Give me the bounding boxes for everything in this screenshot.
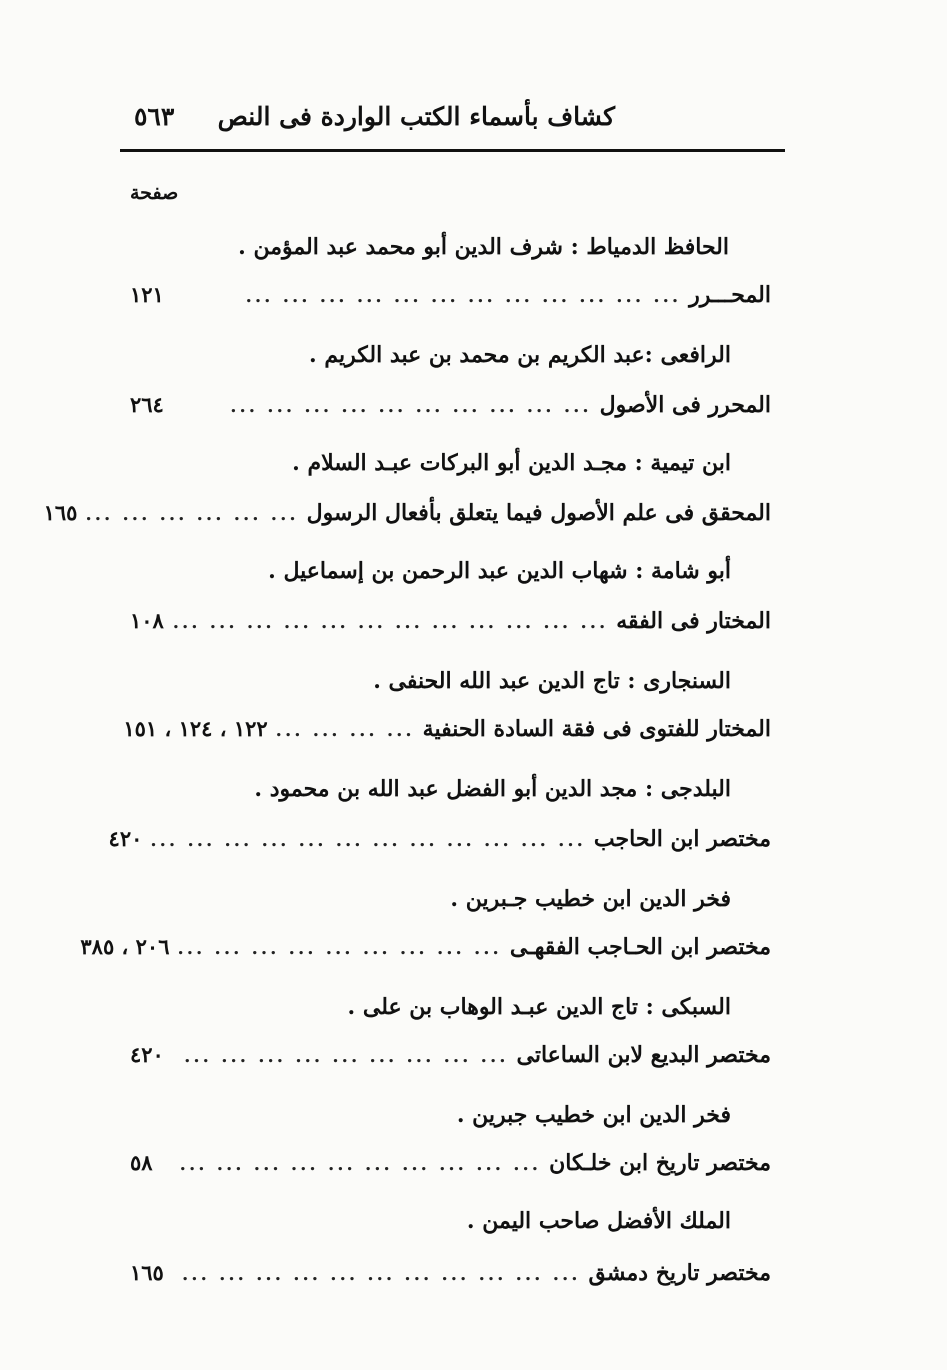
entry-author: فخر الدين ابن خطيب جبرين . [456, 1102, 731, 1128]
entry-book-title: المحقق فى علم الأصول فيما يتعلق بأفعال الرسول [306, 500, 771, 526]
leader-dots: ... ... ... ... ... ... ... ... ... [184, 1046, 509, 1067]
leader-dots: ... ... ... ... ... ... ... ... ... ... ... ... [245, 286, 682, 307]
entry-page-numbers: ٢٦٤ [130, 392, 164, 417]
leader-dots: ... ... ... ... [275, 720, 415, 741]
entry-book-line [130, 1150, 771, 1184]
leader-dots: ... ... ... ... ... ... ... ... ... [177, 938, 502, 959]
entry-book-line [43, 500, 771, 534]
entry-book-line [80, 934, 771, 968]
leader-dots: ... ... ... ... ... ... ... ... ... ... ... ... [172, 612, 609, 633]
entry-book-title: مختصر ابن الحـاجب الفقهـى [509, 934, 771, 960]
entry-book-line [130, 1260, 771, 1294]
entry-author: ابن تيمية : مجـد الدين أبو البركات عبـد السلام . [292, 450, 731, 476]
entry-page-numbers: ٤٢٠ [130, 1042, 164, 1067]
entry-page-numbers: ١٦٥ [130, 1260, 164, 1285]
entry-page-numbers: ١٠٨ [130, 608, 164, 633]
entry-book-title: مختصر تاريخ ابن خلـكان [549, 1150, 771, 1176]
entry-book-title: مختصر ابن الحاجب [593, 826, 771, 852]
page-column-label: صفحة [130, 182, 179, 204]
entry-book-title: مختصر تاريخ دمشق [588, 1260, 771, 1286]
header-title: كشاف بأسماء الكتب الواردة فى النص [217, 102, 615, 131]
entry-page-numbers: ١٦٥ [43, 500, 78, 525]
entry-book-line [130, 282, 771, 316]
entry-page-numbers: ١٢١ [130, 282, 164, 307]
leader-dots: ... ... ... ... ... ... ... ... ... ... ... [182, 1264, 581, 1285]
entry-book-title: المختار للفتوى فى فقة السادة الحنفية [422, 716, 771, 742]
entry-author: السنجارى : تاج الدين عبد الله الحنفى . [373, 668, 731, 694]
entry-page-numbers: ٥٨ [130, 1150, 153, 1175]
entry-book-title: المختار فى الفقه [616, 608, 771, 634]
entry-page-numbers: ٤٢٠ [108, 826, 143, 851]
entry-book-title: المحـــرر [689, 282, 771, 308]
entry-book-title: مختصر البديع لابن الساعاتى [516, 1042, 771, 1068]
entry-author: فخر الدين ابن خطيب جـبرين . [450, 886, 731, 912]
entry-book-line [130, 608, 771, 642]
entry-author: أبو شامة : شهاب الدين عبد الرحمن بن إسماعيل . [268, 558, 731, 584]
entry-author: البلدجى : مجد الدين أبو الفضل عبد الله بن محمود . [254, 776, 731, 802]
entry-author: الحافظ الدمياط : شرف الدين أبو محمد عبد المؤمن . [238, 234, 729, 260]
entry-page-numbers: ٢٠٦ ، ٣٨٥ [80, 934, 170, 959]
entry-book-line [130, 1042, 771, 1076]
entry-book-title: المحرر فى الأصول [599, 392, 771, 418]
leader-dots: ... ... ... ... ... ... ... ... ... ... ... ... [150, 830, 586, 851]
leader-dots: ... ... ... ... ... ... [85, 504, 299, 525]
entry-author: السبكى : تاج الدين عبـد الوهاب بن على . [347, 994, 731, 1020]
entry-book-line [130, 392, 771, 426]
entry-author: الرافعى :عبد الكريم بن محمد بن عبد الكريم . [309, 342, 731, 368]
entry-page-numbers: ١٢٢ ، ١٢٤ ، ١٥١ [123, 716, 268, 741]
entry-author: الملك الأفضل صاحب اليمن . [466, 1208, 731, 1234]
leader-dots: ... ... ... ... ... ... ... ... ... ... [179, 1154, 542, 1175]
entry-book-line [123, 716, 771, 750]
header-page-number: ٥٦٣ [134, 102, 175, 131]
entry-book-line [108, 826, 771, 860]
leader-dots: ... ... ... ... ... ... ... ... ... ... [230, 396, 592, 417]
